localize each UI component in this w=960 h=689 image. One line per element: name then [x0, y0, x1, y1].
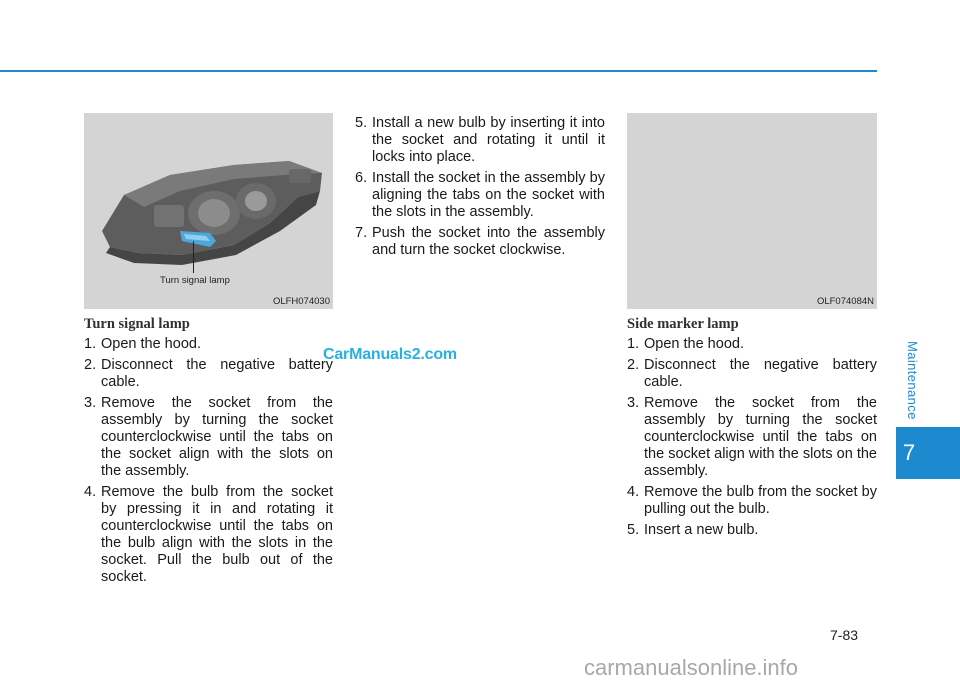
- site-watermark: CarManuals2.com: [323, 346, 457, 363]
- page-number: 7-83: [830, 627, 859, 643]
- step-item: 4. Remove the bulb from the socket by pressing it in and rotating it counterclockwise until the tabs on the bulb align with the slots in the socket. Pull the bulb out of the socket.: [84, 484, 333, 585]
- section-title: Turn signal lamp: [84, 316, 190, 332]
- turn-signal-continued: [355, 115, 605, 263]
- step-item: 3. Remove the socket from the assembly by turning the socket counterclockwise until the tabs on the socket align with the slots on the assembly.: [84, 395, 333, 479]
- chapter-tab: [896, 427, 960, 479]
- step-item: 5. Insert a new bulb.: [627, 522, 759, 538]
- section-tab-label: Maintenance: [905, 341, 920, 420]
- callout-line: [193, 241, 194, 273]
- side-marker-section: [627, 316, 877, 543]
- step-item: 1. Open the hood.: [84, 336, 201, 352]
- chapter-number: 7: [902, 440, 916, 465]
- footer-watermark: carmanualsonline.info: [584, 655, 799, 680]
- figure-code: OLF074084N: [816, 296, 874, 307]
- header-rule: [0, 70, 877, 72]
- step-item: 6. Install the socket in the assembly by aligning the tabs on the socket with the slots in the assembly.: [355, 170, 605, 220]
- step-item: 1. Open the hood.: [627, 336, 744, 352]
- figure-code: OLFH074030: [272, 296, 330, 307]
- section-title: Side marker lamp: [627, 316, 739, 332]
- step-item: 3. Remove the socket from the assembly by turning the socket counterclockwise until the tabs on the socket align with the slots on the assembly.: [627, 395, 877, 479]
- side-marker-figure: [627, 113, 877, 309]
- step-item: 2. Disconnect the negative battery cable.: [84, 357, 333, 390]
- turn-signal-callout: Turn signal lamp: [160, 275, 230, 286]
- step-item: 4. Remove the bulb from the socket by pulling out the bulb.: [627, 484, 877, 517]
- step-item: 5. Install a new bulb by inserting it into the socket and rotating it until it locks into place.: [355, 115, 605, 165]
- step-item: 7. Push the socket into the assembly and turn the socket clockwise.: [355, 225, 605, 258]
- headlamp-figure: [84, 113, 333, 309]
- step-item: 2. Disconnect the negative battery cable.: [627, 357, 877, 390]
- turn-signal-section: [84, 316, 333, 590]
